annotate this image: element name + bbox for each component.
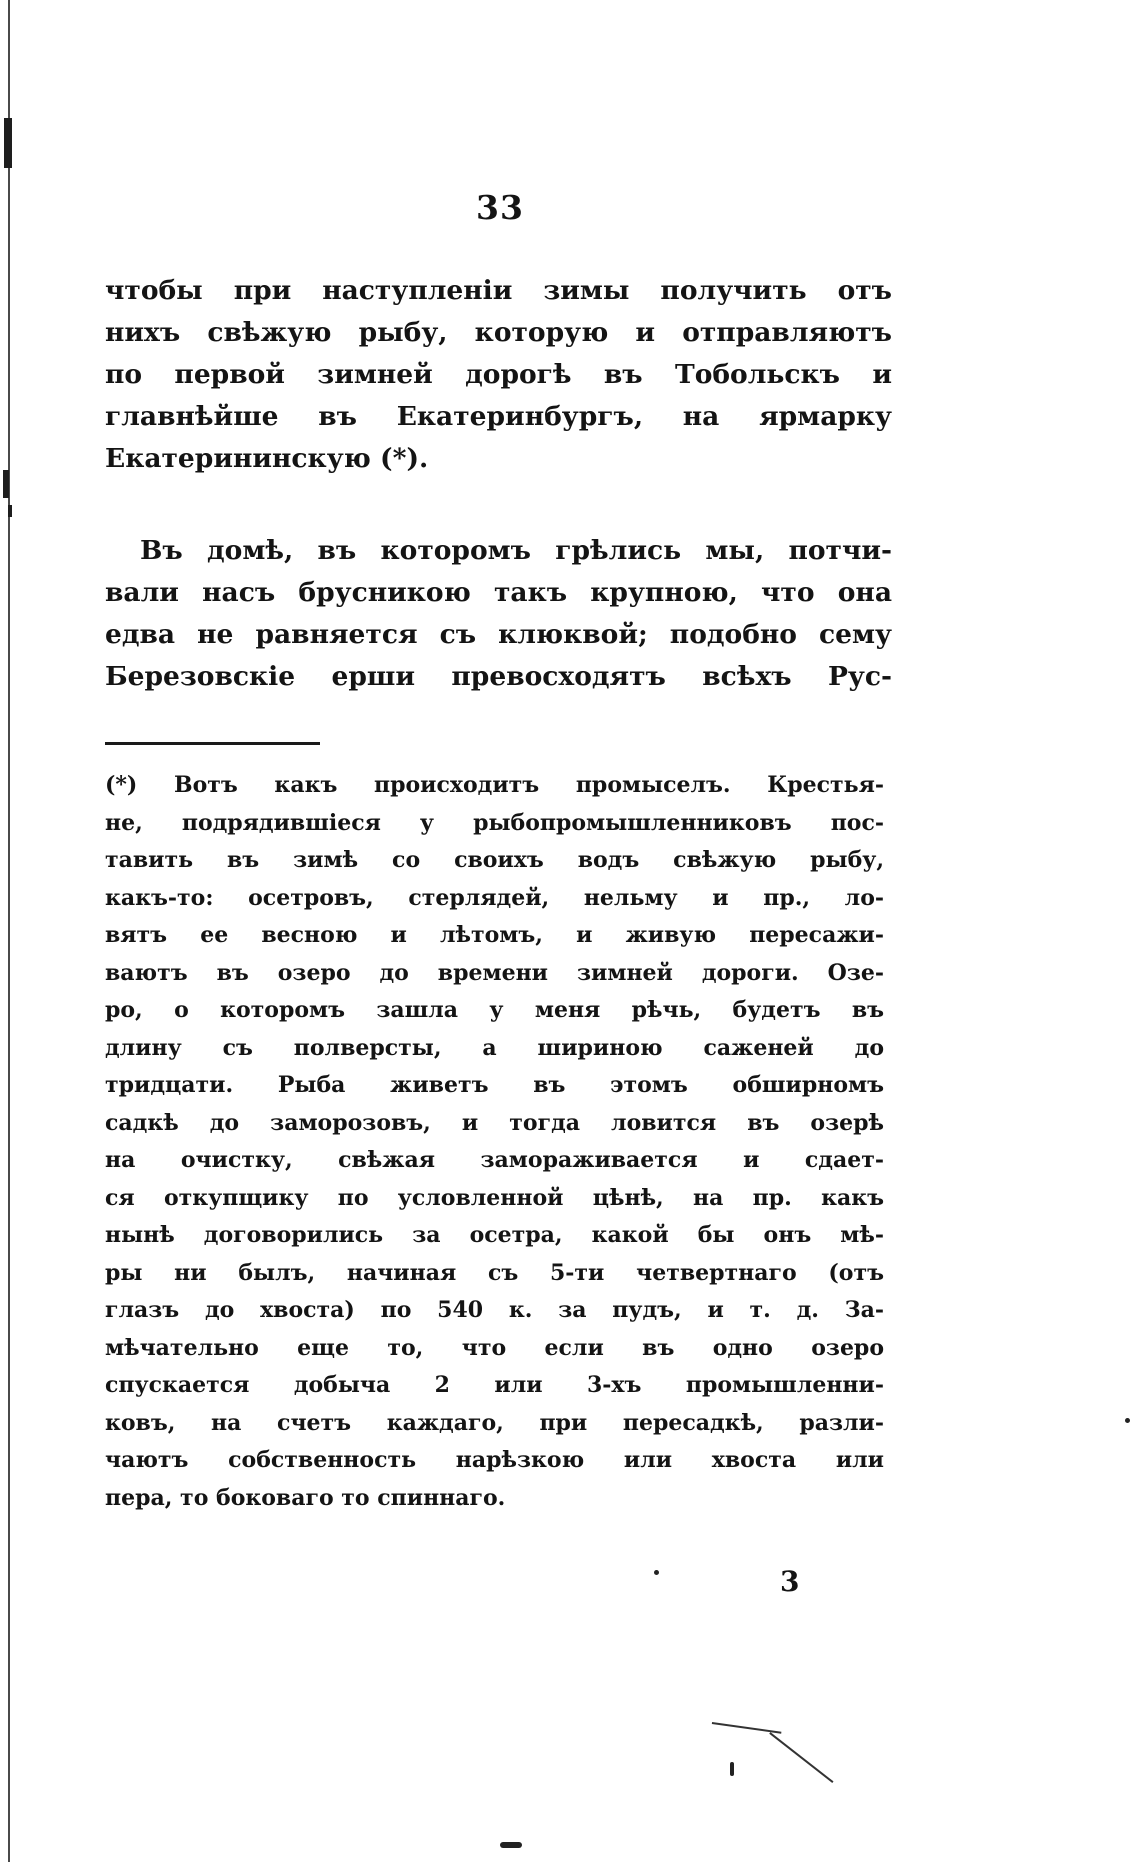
footnote-line: ры ни былъ, начиная съ 5-ти четвертнаго (отъ: [105, 1259, 884, 1286]
text-line: Въ домѣ, въ которомъ грѣлись мы, потчи-: [140, 535, 892, 566]
footnote-line: спускается добыча 2 или 3-хъ промышленни-: [105, 1372, 884, 1398]
signature-mark: 3: [780, 1565, 800, 1598]
footnote-line: глазъ до хвоста) по 540 к. за пудъ, и т. д. За-: [105, 1297, 884, 1323]
page-number: 33: [476, 188, 524, 227]
footnote-line: какъ-то: осетровъ, стерлядей, нельму и пр., ло-: [105, 884, 884, 911]
footnote-divider: [105, 742, 320, 745]
footnote-line: нынѣ договорились за осетра, какой бы онъ мѣ-: [105, 1222, 884, 1248]
footnote-line: мѣчательно еще то, что если въ одно озеро: [105, 1334, 884, 1361]
text-line: вали насъ брусникою такъ крупною, что она: [105, 577, 892, 608]
footnote-line: ваютъ въ озеро до времени зимней дороги. Озе-: [105, 959, 884, 986]
footnote-line: (*) Вотъ какъ происходитъ промыселъ. Крестья-: [105, 772, 884, 798]
text-line: Березовскіе ерши превосходятъ всѣхъ Рус-: [105, 661, 892, 692]
footnote-line: длину съ полверсты, а шириною саженей до: [105, 1034, 884, 1061]
footnote-line: не, подрядившіеся у рыбопромышленниковъ пос-: [105, 809, 884, 836]
footnote-line: ковъ, на счетъ каждаго, при пересадкѣ, разли-: [105, 1409, 884, 1436]
footnote-line: ро, о которомъ зашла у меня рѣчь, будетъ въ: [105, 997, 884, 1023]
edge-mark: [4, 118, 12, 168]
footnote: [105, 767, 884, 1517]
footnote-line: вятъ ее весною и лѣтомъ, и живую пересажи-: [105, 922, 884, 948]
paragraph-1: [105, 270, 892, 480]
paragraph-2: [105, 530, 892, 698]
ink-speck: [654, 1570, 659, 1575]
ink-speck: [500, 1842, 522, 1848]
ink-speck: [730, 1762, 734, 1776]
text-line: едва не равняется съ клюквой; подобно сему: [105, 619, 892, 650]
edge-mark: [3, 470, 9, 498]
text-line: чтобы при наступленіи зимы получить отъ: [105, 275, 892, 306]
ink-stroke: [712, 1722, 782, 1733]
footnote-line: садкѣ до заморозовъ, и тогда ловится въ озерѣ: [105, 1109, 884, 1136]
edge-mark: [8, 505, 12, 517]
text-line: по первой зимней дорогѣ въ Тобольскъ и: [105, 359, 892, 390]
footnote-line: тридцати. Рыба живетъ въ этомъ обширномъ: [105, 1072, 884, 1098]
footnote-line: на очистку, свѣжая замораживается и сдает-: [105, 1147, 884, 1173]
ink-stroke: [770, 1732, 834, 1782]
text-line: Екатерининскую (*).: [105, 443, 429, 474]
ink-speck: [1125, 1418, 1130, 1423]
text-line: главнѣйше въ Екатеринбургъ, на ярмарку: [105, 401, 892, 432]
footnote-line: чаютъ собственность нарѣзкою или хвоста или: [105, 1447, 884, 1473]
page-left-edge: [8, 0, 10, 1862]
text-line: нихъ свѣжую рыбу, которую и отправляютъ: [105, 317, 892, 348]
footnote-line: тавить въ зимѣ со своихъ водъ свѣжую рыбу,: [105, 847, 884, 873]
footnote-line: ся откупщику по условленной цѣнѣ, на пр. какъ: [105, 1184, 884, 1211]
footnote-line: пера, то боковаго то спиннаго.: [105, 1484, 506, 1511]
